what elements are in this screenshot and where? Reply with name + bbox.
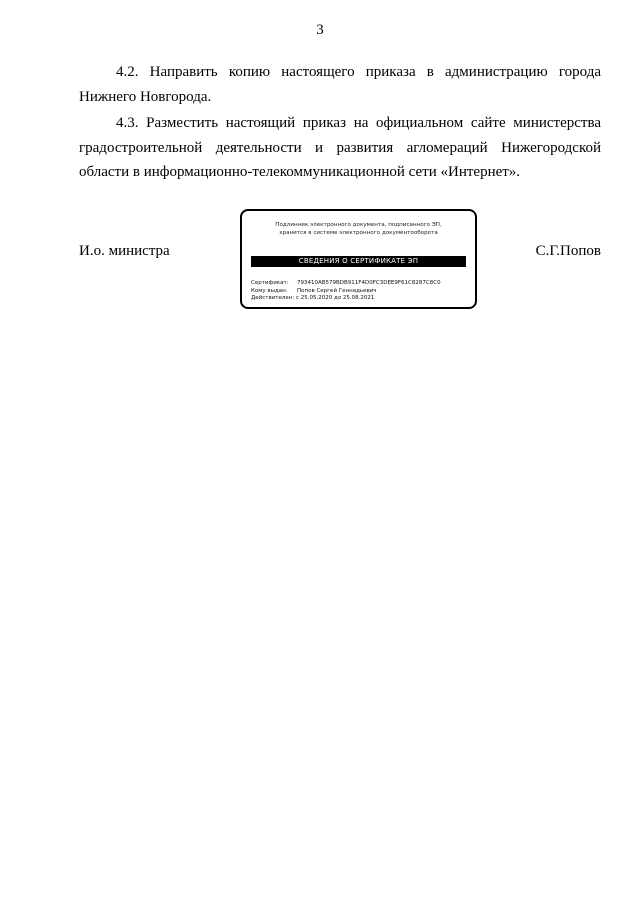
valid-value: с 25.05.2020 до 25.08.2021: [296, 295, 375, 302]
issued-to-value: Попов Сергей Геннадьевич: [297, 287, 377, 294]
stamp-title: СВЕДЕНИЯ О СЕРТИФИКАТЕ ЭП: [251, 256, 466, 267]
signatory-name: С.Г.Попов: [535, 243, 601, 259]
stamp-note-line-1: Подлинник электронного документа, подписанного ЭП,: [275, 222, 442, 228]
certificate-row: [251, 280, 441, 288]
signatory-position: И.о. министра: [79, 243, 170, 259]
certificate-value: 793410AB579BDB911F4D0FC3DEE9F61C8287C8C0: [297, 280, 441, 286]
paragraph-4-3: 4.3. Разместить настоящий приказ на официальном сайте министерства градостроительной деятельности и развития агломераций Нижегородской области в информационно-телекоммуникационной сети «Интернет».: [79, 115, 601, 180]
valid-label: Действителен:: [251, 295, 295, 302]
stamp-info: [251, 280, 441, 303]
valid-row: [251, 295, 441, 303]
page-number: 3: [316, 22, 324, 38]
stamp-note: [242, 222, 475, 237]
paragraph-4-2: 4.2. Направить копию настоящего приказа в администрацию города Нижнего Новгорода.: [79, 64, 601, 105]
stamp-note-line-2: хранится в системе электронного документооборота: [279, 229, 438, 236]
issued-to-label: Кому выдан:: [251, 287, 288, 294]
certificate-label: Сертификат:: [251, 280, 289, 286]
electronic-signature-stamp: [240, 209, 477, 309]
